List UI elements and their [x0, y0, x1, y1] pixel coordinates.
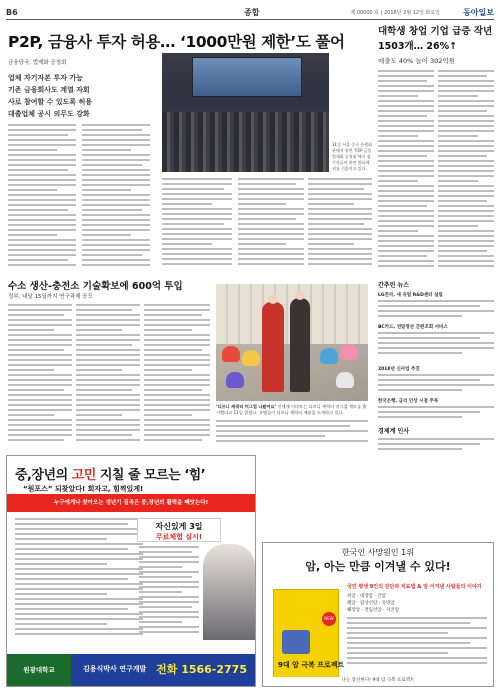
book-contents: [347, 583, 487, 675]
body-column: [378, 374, 494, 396]
new-badge: NEW: [322, 612, 336, 626]
brief-item: BC카드, 연말정산 간편조회 서비스: [378, 325, 448, 330]
page-number: B6: [6, 8, 18, 17]
body-column: [438, 70, 494, 270]
mug-white: [336, 372, 354, 388]
body-column: [378, 438, 494, 456]
second-headline: 수소 생산-충전소 기술확보에 600억 투입: [8, 281, 183, 292]
main-headline: P2P, 금융사 투자 허용… ‘1000만원 제한’도 풀어: [8, 33, 345, 51]
model-right: [290, 298, 310, 392]
model-left: [262, 302, 284, 392]
mug-blue: [320, 348, 338, 364]
health-advertisement[interactable]: [6, 455, 256, 687]
body-column: [8, 304, 72, 446]
ad-title: 중,장년의 고민 지칠 줄 모르는 ‘힘’: [15, 468, 206, 483]
contents-item: 위암 · 대장암 · 간암: [347, 594, 387, 599]
caption-title: ‘디즈니 캐릭터 머그컵 나왔어요’: [216, 404, 277, 409]
presentation-screen: [192, 57, 302, 97]
newspaper-logo: 동아일보: [463, 8, 494, 17]
ad-organization: 원광대학교: [7, 654, 71, 686]
ad-footer: 나는 통신한다! 9대 암 극복 프로젝트: [263, 677, 493, 686]
ad-footer: [7, 654, 255, 686]
lead-line: 업체 자기자본 투자 가능: [8, 74, 83, 82]
ad-headline: 암, 아는 만큼 이겨낼 수 있다!: [305, 560, 451, 573]
body-column: [8, 124, 76, 272]
body-column: [378, 406, 494, 422]
body-column: [238, 178, 304, 272]
lead-line: 사로 참여할 수 있도록 허용: [8, 98, 93, 106]
brief-item: LG전자, 새 유럽 R&D센터 설립: [378, 293, 443, 298]
book-cover: [273, 589, 345, 681]
right-subhead: 매출도 40% 늘어 302억원: [378, 57, 456, 65]
mug-yellow: [242, 350, 260, 366]
book-illustration: [282, 630, 310, 654]
ad-title: 한국인 사망원인 1위: [342, 548, 414, 557]
ad-phone[interactable]: 전화 1566-2775: [156, 663, 247, 676]
caption-text: 신세계 이마트는 디즈니 캐릭터 머그컵 세트를 출시했다고 11일 밝혔다. 모델들이 디즈니 캐릭터 제품을 소개하고 있다.: [216, 404, 367, 415]
masthead: [6, 6, 494, 20]
conference-photo: [162, 53, 329, 172]
section-name: 종합: [244, 8, 260, 17]
body-column: [378, 332, 494, 362]
product-photo-caption: [216, 404, 368, 416]
body-column: [162, 178, 232, 272]
doctor-photo: [203, 544, 255, 640]
mug-red: [222, 346, 240, 362]
main-lead: [8, 72, 158, 120]
book-title: 9대 암 극복 프로젝트: [278, 661, 345, 669]
audience: [162, 112, 329, 172]
model-face: [295, 290, 305, 300]
people-title: 경제계 인사: [378, 428, 410, 435]
product-photo: [216, 284, 368, 401]
body-column: [378, 300, 494, 322]
right-headline: 대학생 창업 기업 급증 작년 1503개… 26%↑: [378, 26, 493, 52]
ad-developer: 김용식박사 연구개발: [83, 665, 147, 673]
conference-photo-caption: 11일 서울 중구 은행회관에서 열린 ‘P2P 금융 법제화 공청회’에서 참가자들이 관련 발표에 귀를 기울이고 있다.: [332, 142, 372, 171]
body-column: [216, 420, 368, 446]
issue-date: 제 00000 호 | 2018년 2월 12일 화요일: [350, 10, 440, 16]
model-face: [268, 294, 278, 304]
contents-item: 폐암 · 갑상선암 · 유방암: [347, 601, 395, 606]
body-column: [144, 304, 210, 446]
lead-line: 기존 금융회사도 계열 자회: [8, 86, 90, 94]
ad-body-copy: [15, 518, 143, 638]
mug-pink: [340, 344, 358, 360]
ad-banner: 누구에게나 찾아오는 갱년기 질곡은 중,장년의 활력을 빼앗는다!: [7, 494, 255, 512]
contents-heading: 국민 평생 9인의 진단과 치료법 & 암 이겨낸 사람들의 이야기: [347, 584, 482, 590]
body-column: [82, 124, 150, 272]
mug-purple: [226, 372, 244, 388]
brief-item: 한국은행, 금리 인상 시점 주목: [378, 399, 439, 404]
brief-item: 2018년 신사업 추진: [378, 367, 420, 372]
body-column: [378, 70, 434, 270]
body-column: [76, 304, 140, 446]
free-trial-box: 자신있게 3일 무료체험 실시!: [137, 518, 221, 542]
briefs-title: 간추린 뉴스: [378, 282, 410, 289]
lead-line: 대출업체 공시 의무도 강화: [8, 110, 90, 118]
ad-body-copy: [347, 617, 487, 667]
book-advertisement[interactable]: [262, 542, 494, 687]
ad-subtitle: “원포스” 되찾았다! 회자고, 힘찍있게!: [23, 485, 144, 493]
ad-body-copy: [139, 546, 199, 636]
second-lead: 정부, 내달 15일까지 연구과제 공모: [8, 294, 93, 300]
main-byline: 금융당국, 법제화 공청회: [8, 60, 67, 66]
body-column: [308, 178, 372, 272]
contents-item: 췌장암 · 전립선암 · 자궁암: [347, 608, 400, 613]
